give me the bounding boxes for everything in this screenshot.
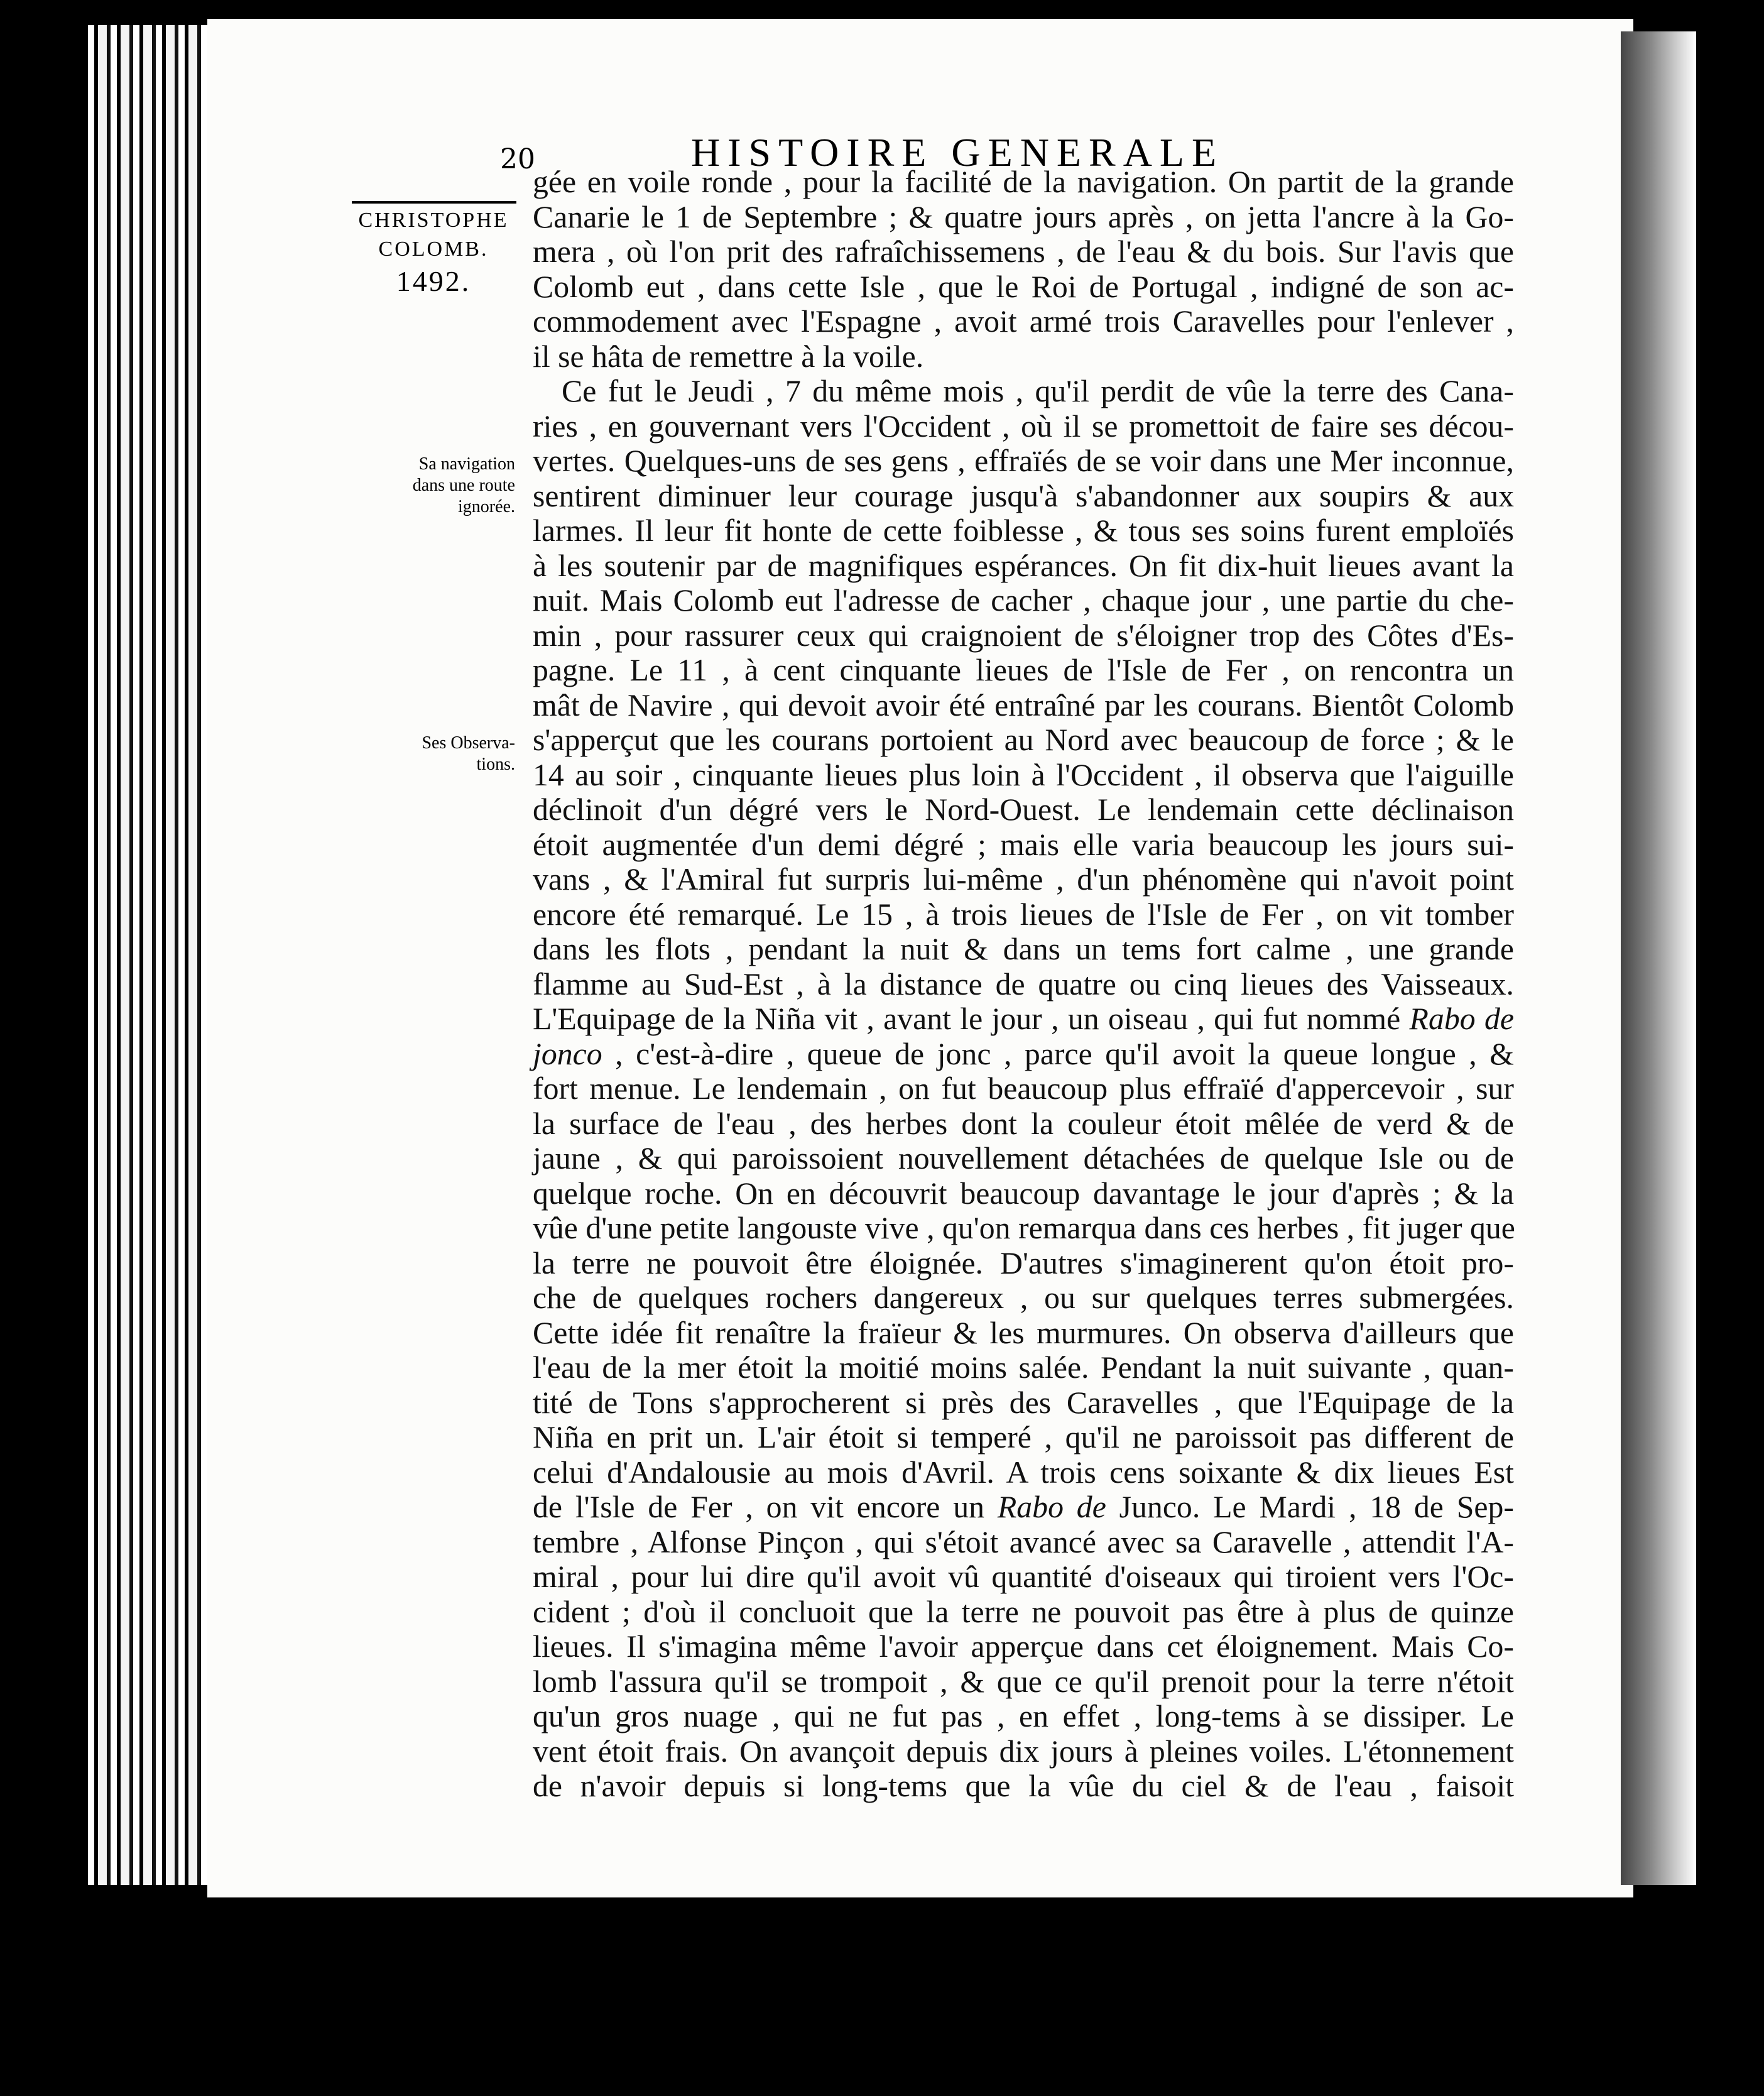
text-line: s'apperçut que les courans portoient au Nord avec beaucoup de force ; & le bbox=[533, 723, 1514, 757]
page-number: 20 bbox=[500, 143, 535, 175]
margin-heading: CHRISTOPHE COLOMB. bbox=[358, 209, 509, 261]
gutter-shadow bbox=[1621, 31, 1696, 1885]
text-line: Cette idée fit renaître la fraïeur & les murmures. On observa d'ailleurs que bbox=[533, 1315, 1514, 1350]
text-line-with-italic bbox=[533, 1002, 1514, 1037]
text-line: jaune , & qui paroissoient nouvellement détachées de quelque Isle ou de bbox=[533, 1141, 1514, 1176]
book-spine-edge bbox=[88, 25, 214, 1885]
text-line: commodement avec l'Espagne , avoit armé trois Caravelles pour l'enlever , bbox=[533, 304, 1514, 339]
text-line: déclinoit d'un dégré vers le Nord-Ouest. Le lendemain cette déclinaison bbox=[533, 792, 1514, 827]
text-line: mera , où l'on prit des rafraîchissemens , de l'eau & du bois. Sur l'avis que bbox=[533, 234, 1514, 269]
text-line: Ce fut le Jeudi , 7 du même mois , qu'il perdit de vûe la terre des Cana- bbox=[562, 374, 1514, 408]
margin-note-navigation-group bbox=[352, 454, 515, 518]
text-line: la terre ne pouvoit être éloignée. D'autres s'imaginerent qu'on étoit pro- bbox=[533, 1245, 1514, 1280]
text-line: larmes. Il leur fit honte de cette foiblesse , & tous ses soins furent emploïés bbox=[533, 513, 1514, 548]
text-line: vûe d'une petite langouste vive , qu'on remarqua dans ces herbes , fit juger que bbox=[533, 1211, 1515, 1245]
text-line: de n'avoir depuis si long-tems que la vûe du ciel & de l'eau , faisoit bbox=[533, 1769, 1514, 1803]
text-line: tembre , Alfonse Pinçon , qui s'étoit avancé avec sa Caravelle , attendit l'A- bbox=[533, 1524, 1514, 1559]
text-line: la surface de l'eau , des herbes dont la couleur étoit mêlée de verd & de bbox=[533, 1106, 1514, 1141]
text-line: encore été remarqué. Le 15 , à trois lieues de l'Isle de Fer , on vit tomber bbox=[533, 897, 1514, 932]
margin-note-observations: Ses Observa- tions. bbox=[422, 733, 515, 774]
text-line: vans , & l'Amiral fut surpris lui-même , d'un phénomène qui n'avoit point bbox=[533, 862, 1514, 897]
text-line: Niña en prit un. L'air étoit si temperé , qu'il ne paroissoit pas different de bbox=[533, 1420, 1514, 1455]
italic-phrase: Rabo de bbox=[997, 1490, 1106, 1524]
text-line: à les soutenir par de magnifiques espérances. On fit dix-huit lieues avant la bbox=[533, 548, 1514, 583]
text-line: lieues. Il s'imagina même l'avoir apperçue dans cet éloignement. Mais Co- bbox=[533, 1629, 1514, 1664]
text-line: celui d'Andalousie au mois d'Avril. A trois cens soixante & dix lieues Est bbox=[533, 1455, 1514, 1490]
text-line: gée en voile ronde , pour la facilité de la navigation. On partit de la grande bbox=[533, 165, 1514, 199]
text-line: l'eau de la mer étoit la moitié moins salée. Pendant la nuit suivante , quan- bbox=[533, 1350, 1514, 1385]
text-line: vent étoit frais. On avançoit depuis dix jours à pleines voiles. L'étonnement bbox=[533, 1733, 1514, 1769]
margin-note-observations-group bbox=[352, 733, 515, 775]
text-line: dans les flots , pendant la nuit & dans un tems fort calme , une grande bbox=[533, 932, 1514, 966]
italic-phrase: jonco bbox=[533, 1036, 602, 1071]
margin-year: 1492. bbox=[396, 265, 471, 297]
margin-note-navigation: Sa navigation dans une route ignorée. bbox=[412, 454, 515, 516]
running-title: HISTOIRE GENERALE bbox=[691, 130, 1224, 175]
body-text bbox=[533, 165, 1514, 1804]
margin-heading-group bbox=[352, 206, 515, 299]
text-line: fort menue. Le lendemain , on fut beaucoup plus effraïé d'appercevoir , sur bbox=[533, 1071, 1514, 1106]
text-line: il se hâta de remettre à la voile. bbox=[533, 339, 924, 374]
text-line: lomb l'assura qu'il se trompoit , & que ce qu'il prenoit pour la terre n'étoit bbox=[533, 1664, 1514, 1699]
text-line: jonco , c'est-à-dire , queue de jonc , parce qu'il avoit la queue longue , & bbox=[533, 1036, 1514, 1071]
text-line: che de quelques rochers dangereux , ou sur quelques terres submergées. bbox=[533, 1280, 1514, 1315]
text-line: min , pour rassurer ceux qui craignoient de s'éloigner trop des Côtes d'Es- bbox=[533, 618, 1514, 653]
text-line: miral , pour lui dire qu'il avoit vû quantité d'oiseaux qui tiroient vers l'Oc- bbox=[533, 1559, 1514, 1594]
italic-phrase: Rabo de bbox=[1409, 1002, 1514, 1036]
text-line: quelque roche. On en découvrit beaucoup davantage le jour d'après ; & la bbox=[533, 1176, 1514, 1211]
text-line: ries , en gouvernant vers l'Occident , où il se promettoit de faire ses décou- bbox=[533, 408, 1514, 444]
text-line: sentirent diminuer leur courage jusqu'à s'abandonner aux soupirs & aux bbox=[533, 478, 1514, 513]
text-line-lead: L'Equipage de la Niña vit , avant le jour , un oiseau , qui fut nommé Rabo de bbox=[533, 1002, 1514, 1036]
text-line: Colomb eut , dans cette Isle , que le Roi de Portugal , indigné de son ac- bbox=[533, 269, 1514, 304]
text-line: flamme au Sud-Est , à la distance de quatre ou cinq lieues des Vaisseaux. bbox=[533, 966, 1514, 1002]
margin-rule bbox=[352, 201, 516, 204]
text-line: pagne. Le 11 , à cent cinquante lieues de l'Isle de Fer , on rencontra un bbox=[533, 653, 1514, 687]
text-line: de l'Isle de Fer , on vit encore un Rabo de Junco. Le Mardi , 18 de Sep- bbox=[533, 1490, 1514, 1524]
text-line: nuit. Mais Colomb eut l'adresse de cacher , chaque jour , une partie du che- bbox=[533, 583, 1514, 618]
text-line: tité de Tons s'approcherent si près des Caravelles , que l'Equipage de la bbox=[533, 1385, 1514, 1420]
text-line: vertes. Quelques-uns de ses gens , effraïés de se voir dans une Mer inconnue, bbox=[533, 444, 1514, 478]
text-line: qu'un gros nuage , qui ne fut pas , en effet , long-tems à se dissiper. Le bbox=[533, 1699, 1514, 1733]
text-line: 14 au soir , cinquante lieues plus loin à l'Occident , il observa que l'aiguille bbox=[533, 757, 1514, 792]
text-line: Canarie le 1 de Septembre ; & quatre jours après , on jetta l'ancre à la Go- bbox=[533, 199, 1514, 234]
text-line: mât de Navire , qui devoit avoir été entraîné par les courans. Bientôt Colomb bbox=[533, 687, 1514, 723]
text-line: étoit augmentée d'un demi dégré ; mais elle varia beaucoup les jours sui- bbox=[533, 827, 1514, 862]
text-line: cident ; d'où il concluoit que la terre ne pouvoit pas être à plus de quinze bbox=[533, 1594, 1514, 1629]
